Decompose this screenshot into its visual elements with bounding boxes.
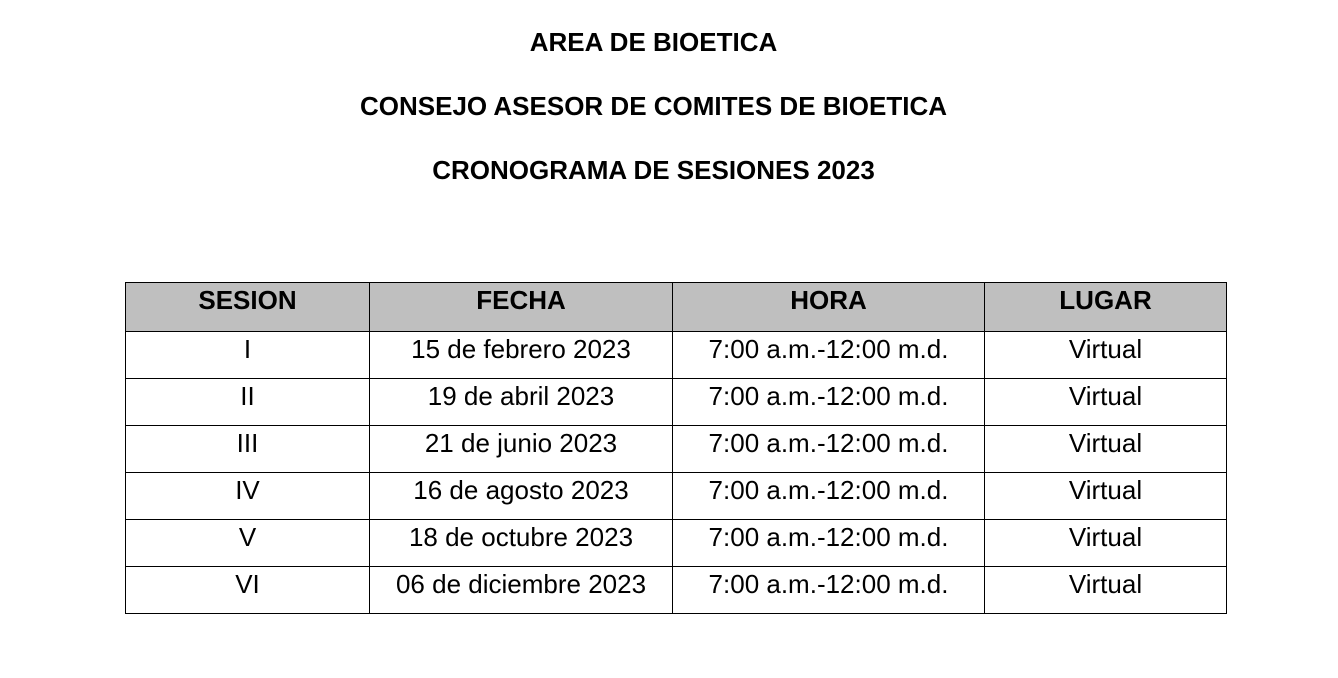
cell-lugar: Virtual xyxy=(985,473,1227,520)
document-subtitle: CONSEJO ASESOR DE COMITES DE BIOETICA xyxy=(359,91,947,121)
table-row xyxy=(126,379,1227,426)
header-hora: HORA xyxy=(673,283,985,332)
cell-hora: 7:00 a.m.-12:00 m.d. xyxy=(673,379,985,426)
cell-lugar: Virtual xyxy=(985,567,1227,614)
table-row xyxy=(126,520,1227,567)
cell-lugar: Virtual xyxy=(985,520,1227,567)
cell-lugar: Virtual xyxy=(985,379,1227,426)
table-row xyxy=(126,567,1227,614)
cell-fecha: 21 de junio 2023 xyxy=(370,426,673,473)
cell-fecha: 16 de agosto 2023 xyxy=(370,473,673,520)
cell-fecha: 18 de octubre 2023 xyxy=(370,520,673,567)
cell-sesion: II xyxy=(126,379,370,426)
schedule-title: CRONOGRAMA DE SESIONES 2023 xyxy=(432,155,875,185)
cell-lugar: Virtual xyxy=(985,332,1227,379)
header-sesion: SESION xyxy=(126,283,370,332)
cell-hora: 7:00 a.m.-12:00 m.d. xyxy=(673,520,985,567)
cell-sesion: IV xyxy=(126,473,370,520)
table-row xyxy=(126,473,1227,520)
cell-fecha: 06 de diciembre 2023 xyxy=(370,567,673,614)
document-title: AREA DE BIOETICA xyxy=(529,27,778,57)
cell-hora: 7:00 a.m.-12:00 m.d. xyxy=(673,332,985,379)
header-fecha: FECHA xyxy=(370,283,673,332)
cell-hora: 7:00 a.m.-12:00 m.d. xyxy=(673,473,985,520)
cell-sesion: III xyxy=(126,426,370,473)
cell-sesion: VI xyxy=(126,567,370,614)
cell-lugar: Virtual xyxy=(985,426,1227,473)
table-row xyxy=(126,332,1227,379)
cell-fecha: 19 de abril 2023 xyxy=(370,379,673,426)
cell-sesion: I xyxy=(126,332,370,379)
cell-hora: 7:00 a.m.-12:00 m.d. xyxy=(673,567,985,614)
cell-fecha: 15 de febrero 2023 xyxy=(370,332,673,379)
cell-hora: 7:00 a.m.-12:00 m.d. xyxy=(673,426,985,473)
table-row xyxy=(126,426,1227,473)
header-lugar: LUGAR xyxy=(985,283,1227,332)
sessions-table xyxy=(125,282,1227,614)
table-header-row xyxy=(126,283,1227,332)
cell-sesion: V xyxy=(126,520,370,567)
